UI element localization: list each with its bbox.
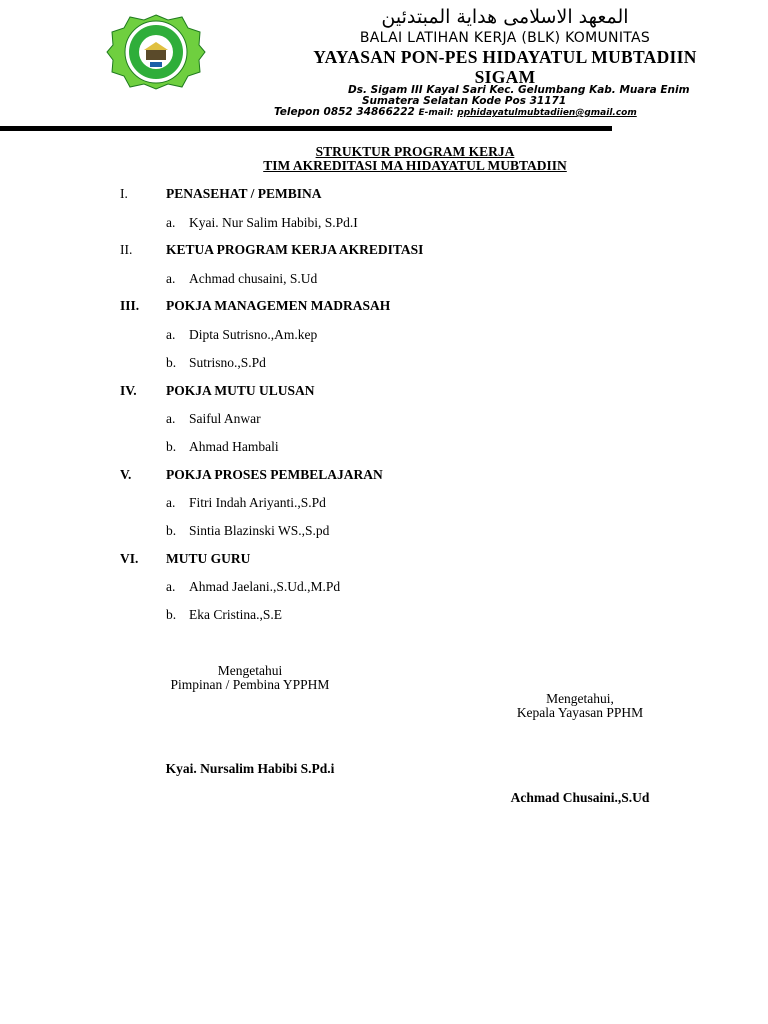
member-name: Sintia Blazinski WS.,S.pd: [189, 523, 330, 538]
document-title: STRUKTUR PROGRAM KERJA: [315, 144, 515, 159]
left-signature-heading: Mengetahui: [217, 663, 283, 678]
left-signature-position: Pimpinan / Pembina YPPHM: [170, 677, 330, 692]
item-letter: b.: [166, 439, 177, 454]
item-letter: a.: [166, 215, 176, 230]
item-letter: a.: [166, 579, 176, 594]
member-name: Ahmad Hambali: [189, 439, 279, 454]
section-title: POKJA MANAGEMEN MADRASAH: [166, 298, 391, 313]
left-signatory-name: Kyai. Nursalim Habibi S.Pd.i: [165, 761, 335, 776]
address-line-1: Ds. Sigam III Kayal Sari Kec. Gelumbang Kab. Muara Enim: [348, 84, 690, 96]
section-number: IV.: [120, 383, 137, 398]
contact-line: [274, 106, 637, 118]
right-signature-position: Kepala Yayasan PPHM: [516, 705, 644, 720]
foundation-logo: [106, 14, 206, 90]
section-title: POKJA PROSES PEMBELAJARAN: [166, 467, 383, 482]
right-signature-heading: Mengetahui,: [546, 691, 614, 706]
member-name: Kyai. Nur Salim Habibi, S.Pd.I: [189, 215, 358, 230]
member-name: Sutrisno.,S.Pd: [189, 355, 266, 370]
item-letter: a.: [166, 327, 176, 342]
member-name: Ahmad Jaelani.,S.Ud.,M.Pd: [189, 579, 341, 594]
section-title: MUTU GURU: [166, 551, 251, 566]
member-name: Saiful Anwar: [189, 411, 261, 426]
section-title: KETUA PROGRAM KERJA AKREDITASI: [166, 242, 424, 257]
member-name: Achmad chusaini, S.Ud: [189, 271, 318, 286]
section-number: VI.: [120, 551, 139, 566]
member-name: Dipta Sutrisno.,Am.kep: [189, 327, 318, 342]
letterhead-line-2: [280, 47, 730, 87]
email-address[interactable]: pphidayatulmubtadiien@gmail.com: [457, 108, 637, 118]
letterhead-line-1: BALAI LATIHAN KERJA (BLK) KOMUNITAS: [359, 30, 651, 46]
section-number: III.: [120, 298, 140, 313]
foundation-name: YAYASAN PON-PES HIDAYATUL MUBTADIIN: [313, 47, 697, 67]
right-signatory-name: Achmad Chusaini.,S.Ud: [510, 790, 650, 805]
member-name: Eka Cristina.,S.E: [189, 607, 282, 622]
foundation-location: SIGAM: [474, 67, 536, 87]
item-letter: a.: [166, 495, 176, 510]
item-letter: b.: [166, 355, 177, 370]
item-letter: a.: [166, 411, 176, 426]
section-title: POKJA MUTU ULUSAN: [166, 383, 315, 398]
email-label: E-mail:: [418, 108, 454, 118]
document-subtitle: TIM AKREDITASI MA HIDAYATUL MUBTADIIN: [263, 158, 567, 173]
address-line-2: Sumatera Selatan Kode Pos 31171: [362, 95, 567, 107]
section-number: I.: [120, 186, 128, 201]
section-number: II.: [120, 242, 133, 257]
header-divider: [0, 126, 612, 131]
arabic-title: المعهد الاسلامى هداية المبتدئين: [381, 6, 629, 28]
phone-number: Telepon 0852 34866222: [274, 106, 415, 118]
item-letter: b.: [166, 607, 177, 622]
item-letter: b.: [166, 523, 177, 538]
member-name: Fitri Indah Ariyanti.,S.Pd: [189, 495, 326, 510]
item-letter: a.: [166, 271, 176, 286]
section-number: V.: [120, 467, 132, 482]
section-title: PENASEHAT / PEMBINA: [166, 186, 322, 201]
